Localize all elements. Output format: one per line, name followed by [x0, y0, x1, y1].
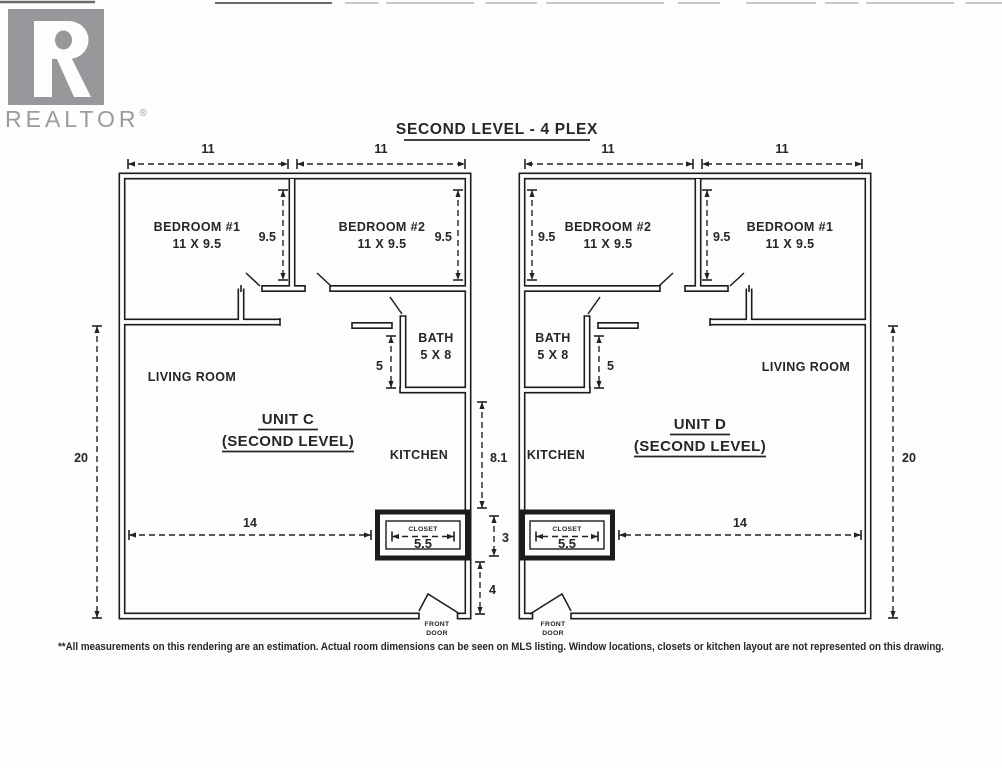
dim-kitchen-height: 8.1 [490, 451, 508, 465]
front-door-label-2: DOOR [542, 630, 564, 637]
front-door-label-2: DOOR [426, 630, 448, 637]
realtor-logo [5, 9, 148, 132]
dim-unit-depth: 20 [74, 451, 88, 465]
bedroom1-label: BEDROOM #1 [746, 220, 834, 234]
unit-level: (SECOND LEVEL) [633, 438, 767, 455]
bath-size: 5 X 8 [420, 348, 452, 362]
dim-unit-depth: 20 [902, 451, 916, 465]
bath-label: BATH [535, 331, 571, 345]
living-room-label: LIVING ROOM [761, 360, 851, 374]
closet-label: CLOSET [552, 526, 582, 533]
dim-bed2-width: 11 [601, 142, 615, 156]
unit-level: (SECOND LEVEL) [221, 433, 355, 450]
bedroom2-label: BEDROOM #2 [564, 220, 652, 234]
dim-bath-depth: 5 [607, 359, 614, 373]
bedroom2-size: 11 X 9.5 [583, 237, 633, 251]
bath-label: BATH [418, 331, 454, 345]
unit-name: UNIT C [261, 411, 315, 428]
closet-width: 5.5 [413, 536, 433, 551]
bedroom2-label: BEDROOM #2 [338, 220, 426, 234]
page-title: SECOND LEVEL - 4 PLEX [395, 121, 599, 138]
bedroom1-size: 11 X 9.5 [172, 237, 222, 251]
center-dimension-labels [489, 451, 509, 597]
living-room-label: LIVING ROOM [147, 370, 237, 384]
bedroom1-label: BEDROOM #1 [153, 220, 241, 234]
bedroom1-size: 11 X 9.5 [765, 237, 815, 251]
realtor-r-icon [8, 9, 104, 105]
dim-bed1-width: 11 [775, 142, 789, 156]
front-door-label-1: FRONT [540, 621, 566, 628]
closet-width: 5.5 [557, 536, 577, 551]
dim-living-width: 14 [733, 516, 747, 530]
realtor-wordmark: REALTOR® [5, 106, 147, 132]
dim-bed1-width: 11 [201, 142, 215, 156]
closet-label: CLOSET [408, 526, 438, 533]
unit-c-labels [74, 142, 454, 637]
dim-bed2-width: 11 [374, 142, 388, 156]
dim-bath-depth: 5 [376, 359, 383, 373]
dim-bed1-depth: 9.5 [713, 230, 731, 244]
bedroom2-size: 11 X 9.5 [357, 237, 407, 251]
front-door-label-1: FRONT [424, 621, 450, 628]
dim-bed1-depth: 9.5 [258, 230, 276, 244]
dim-closet-gap: 3 [502, 531, 509, 545]
disclaimer-text: **All measurements on this rendering are an estimation. Actual room dimensions can be seen on MLS listing. Window locations, closets or kitchen layout are not represented on this drawing. [58, 641, 944, 653]
bath-size: 5 X 8 [537, 348, 569, 362]
kitchen-label: KITCHEN [389, 448, 449, 462]
kitchen-label: KITCHEN [526, 448, 586, 462]
dim-bed2-depth: 9.5 [538, 230, 556, 244]
unit-name: UNIT D [673, 416, 727, 433]
dim-bed2-depth: 9.5 [434, 230, 452, 244]
dim-entry-height: 4 [489, 583, 496, 597]
scan-artifacts [0, 2, 1002, 3]
dim-living-width: 14 [243, 516, 257, 530]
